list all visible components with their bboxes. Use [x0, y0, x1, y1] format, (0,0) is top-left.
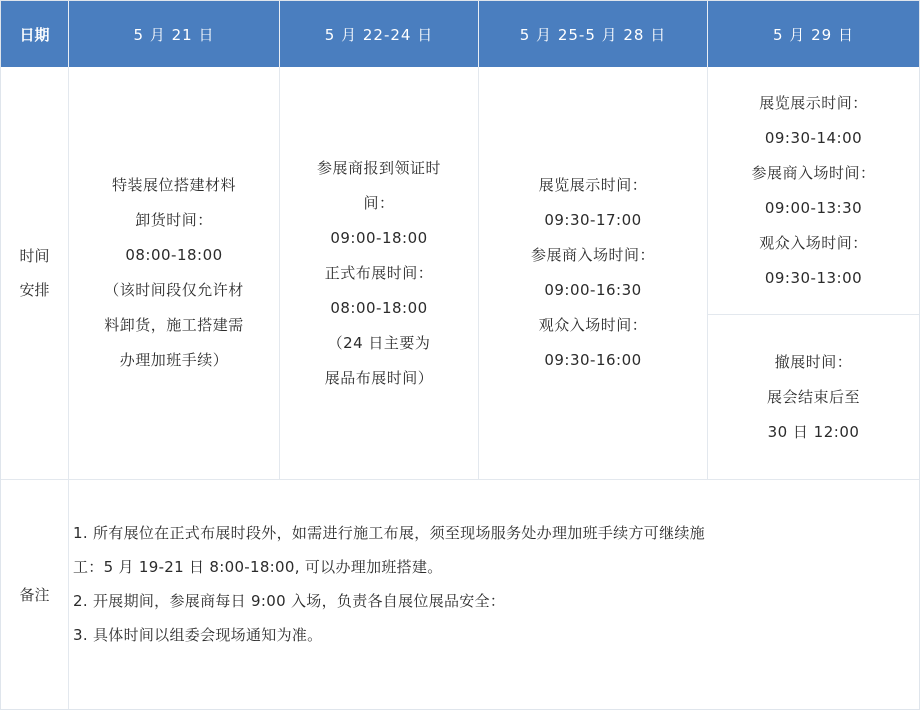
cell-line: 09:30-13:00: [764, 268, 863, 287]
cell-line: 09:30-14:00: [764, 128, 863, 147]
note-line: 2. 开展期间，参展商每日 9:00 入场，负责各自展位展品安全：: [73, 592, 506, 610]
row-label-line: 安排: [19, 281, 50, 299]
cell-line: 30 日 12:00: [767, 422, 860, 441]
notes-content: [73, 516, 913, 652]
cell-line: 09:30-16:00: [544, 351, 642, 369]
cell-line: （24 日主要为: [327, 333, 431, 352]
header-may-25-28: 5 月 25-5 月 28 日: [479, 1, 708, 67]
cell-line: 参展商入场时间：: [530, 246, 655, 264]
cell-line: 料卸货，施工搭建需: [104, 316, 244, 334]
header-may-21: 5 月 21 日: [69, 1, 280, 67]
cell-line: 特装展位搭建材料: [111, 176, 236, 194]
header-date: 日期: [1, 1, 69, 67]
header-may-29: 5 月 29 日: [708, 1, 919, 67]
cell-line: 参展商报到领证时: [316, 158, 441, 177]
grid-line: [1, 479, 919, 480]
row-label-schedule: [1, 67, 68, 479]
cell-may-25-28: [479, 67, 707, 479]
cell-line: 09:00-18:00: [330, 228, 428, 247]
cell-line: 展品布展时间）: [324, 368, 434, 387]
cell-may-22-24: [280, 67, 478, 479]
cell-may-29-teardown: [708, 315, 919, 479]
cell-line: 间：: [363, 193, 395, 212]
cell-line: 正式布展时间：: [324, 263, 434, 282]
cell-line: 撤展时间：: [774, 352, 853, 371]
cell-line: 09:00-13:30: [764, 198, 863, 217]
cell-line: （该时间段仅允许材: [104, 281, 244, 299]
cell-line: 09:00-16:30: [544, 281, 642, 299]
cell-line: 08:00-18:00: [125, 246, 223, 264]
note-line: 1. 所有展位在正式布展时段外，如需进行施工布展，须至现场服务处办理加班手续方可继续施: [73, 524, 705, 542]
row-label-line: 备注: [19, 585, 50, 604]
cell-may-29-exhibition: [708, 67, 919, 314]
cell-line: 展会结束后至: [766, 387, 860, 406]
cell-line: 展览展示时间：: [759, 93, 868, 112]
cell-may-21: [69, 67, 279, 479]
cell-line: 办理加班手续）: [119, 351, 229, 369]
row-label-line: 时间: [19, 247, 50, 265]
note-line: 工：5 月 19-21 日 8:00-18:00, 可以办理加班搭建。: [73, 558, 443, 576]
cell-line: 卸货时间：: [135, 211, 213, 229]
cell-line: 参展商入场时间：: [751, 163, 876, 182]
row-label-notes: [1, 480, 68, 709]
cell-line: 观众入场时间：: [759, 233, 868, 252]
cell-line: 观众入场时间：: [538, 316, 648, 334]
note-line: 3. 具体时间以组委会现场通知为准。: [73, 626, 323, 644]
cell-line: 08:00-18:00: [330, 298, 428, 317]
cell-line: 展览展示时间：: [538, 176, 648, 194]
header-may-22-24: 5 月 22-24 日: [280, 1, 479, 67]
cell-line: 09:30-17:00: [544, 211, 642, 229]
